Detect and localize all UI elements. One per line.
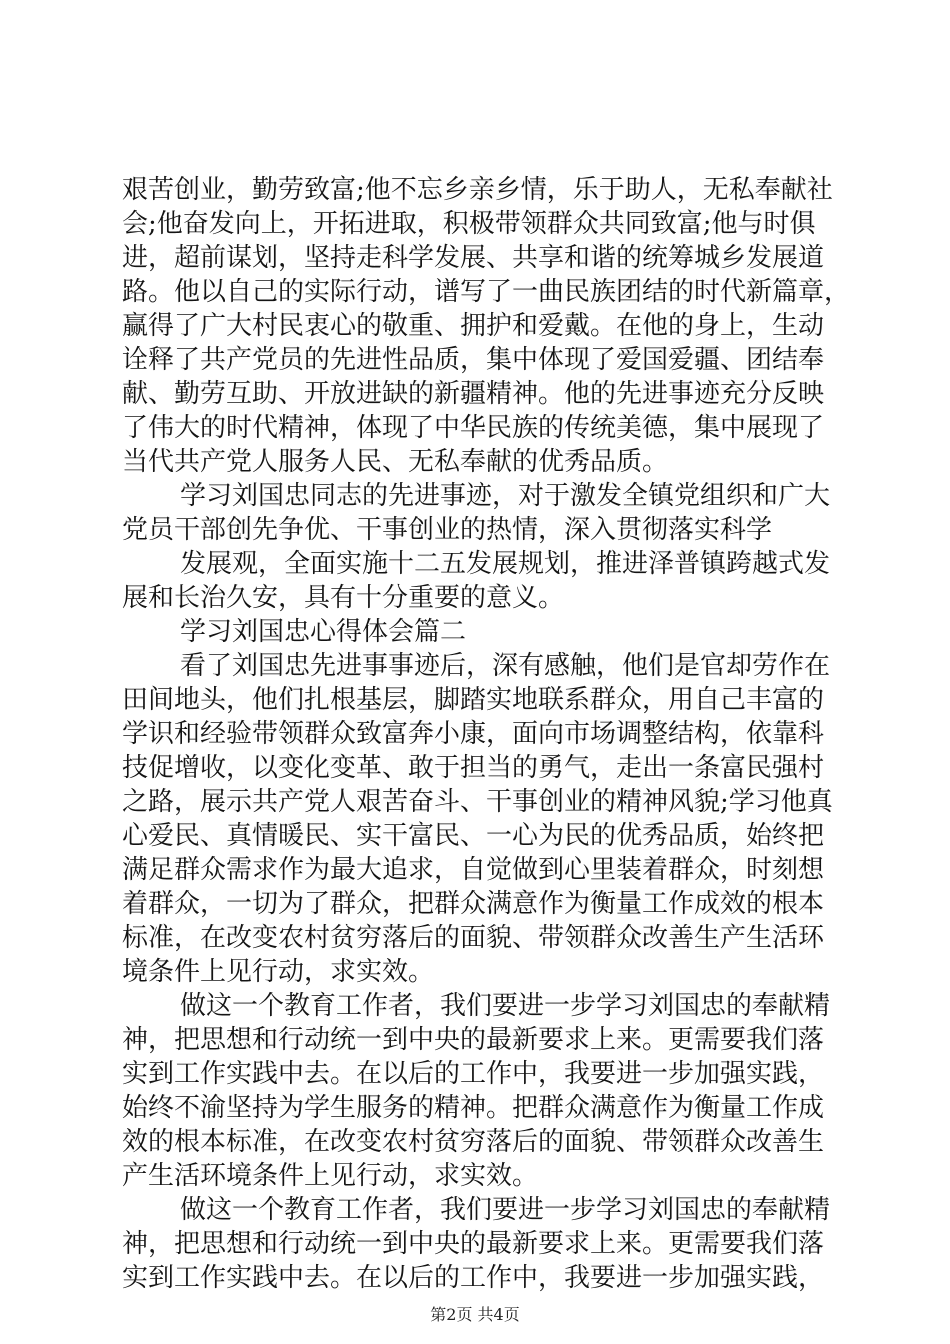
body-line: 田间地头，他们扎根基层，脚踏实地联系群众，用自己丰富的	[122, 685, 825, 715]
body-line: 学识和经验带领群众致富奔小康，面向市场调整结构，依靠科	[122, 719, 825, 749]
body-line: 产生活环境条件上见行动，求实效。	[122, 1161, 539, 1191]
body-line: 境条件上见行动，求实效。	[122, 957, 435, 987]
body-line: 党员干部创先争优、干事创业的热情，深入贯彻落实科学	[122, 515, 773, 545]
page-number-footer: 第2页 共4页	[430, 1305, 520, 1324]
body-line: 了伟大的时代精神，体现了中华民族的传统美德，集中展现了	[122, 413, 825, 443]
paragraph-start-line: 做这一个教育工作者，我们要进一步学习刘国忠的奉献精	[180, 991, 831, 1021]
body-line: 心爱民、真情暖民、实干富民、一心为民的优秀品质，始终把	[122, 821, 825, 851]
body-line: 技促增收，以变化变革、敢于担当的勇气，走出一条富民强村	[122, 753, 825, 783]
body-line: 神，把思想和行动统一到中央的最新要求上来。更需要我们落	[122, 1229, 825, 1259]
body-line: 实到工作实践中去。在以后的工作中，我要进一步加强实践，	[122, 1263, 825, 1293]
body-line: 神，把思想和行动统一到中央的最新要求上来。更需要我们落	[122, 1025, 825, 1055]
body-line: 标准，在改变农村贫穷落后的面貌、带领群众改善生产生活环	[122, 923, 825, 953]
body-line: 诠释了共产党员的先进性品质，集中体现了爱国爱疆、团结奉	[122, 345, 825, 375]
body-line: 实到工作实践中去。在以后的工作中，我要进一步加强实践，	[122, 1059, 825, 1089]
body-line: 展和长治久安，具有十分重要的意义。	[122, 583, 565, 613]
section-heading: 学习刘国忠心得体会篇二	[180, 617, 467, 647]
body-line: 赢得了广大村民衷心的敬重、拥护和爱戴。在他的身上，生动	[122, 311, 825, 341]
body-line: 路。他以自己的实际行动，谱写了一曲民族团结的时代新篇章，	[122, 277, 851, 307]
paragraph-start-line: 看了刘国忠先进事事迹后，深有感触，他们是官却劳作在	[180, 651, 831, 681]
paragraph-start-line: 发展观，全面实施十二五发展规划，推进泽普镇跨越式发	[180, 549, 831, 579]
body-line: 满足群众需求作为最大追求，自觉做到心里装着群众，时刻想	[122, 855, 825, 885]
body-line: 当代共产党人服务人民、无私奉献的优秀品质。	[122, 447, 669, 477]
body-line: 始终不渝坚持为学生服务的精神。把群众满意作为衡量工作成	[122, 1093, 825, 1123]
body-line: 着群众，一切为了群众，把群众满意作为衡量工作成效的根本	[122, 889, 825, 919]
body-line: 效的根本标准，在改变农村贫穷落后的面貌、带领群众改善生	[122, 1127, 825, 1157]
body-line: 会;他奋发向上，开拓进取，积极带领群众共同致富;他与时俱	[122, 209, 816, 239]
paragraph-start-line: 做这一个教育工作者，我们要进一步学习刘国忠的奉献精	[180, 1195, 831, 1225]
body-line: 艰苦创业，勤劳致富;他不忘乡亲乡情，乐于助人，无私奉献社	[122, 175, 833, 205]
paragraph-start-line: 学习刘国忠同志的先进事迹，对于激发全镇党组织和广大	[180, 481, 831, 511]
body-line: 进，超前谋划，坚持走科学发展、共享和谐的统筹城乡发展道	[122, 243, 825, 273]
body-line: 之路，展示共产党人艰苦奋斗、干事创业的精神风貌;学习他真	[122, 787, 833, 817]
body-line: 献、勤劳互助、开放进缺的新疆精神。他的先进事迹充分反映	[122, 379, 825, 409]
